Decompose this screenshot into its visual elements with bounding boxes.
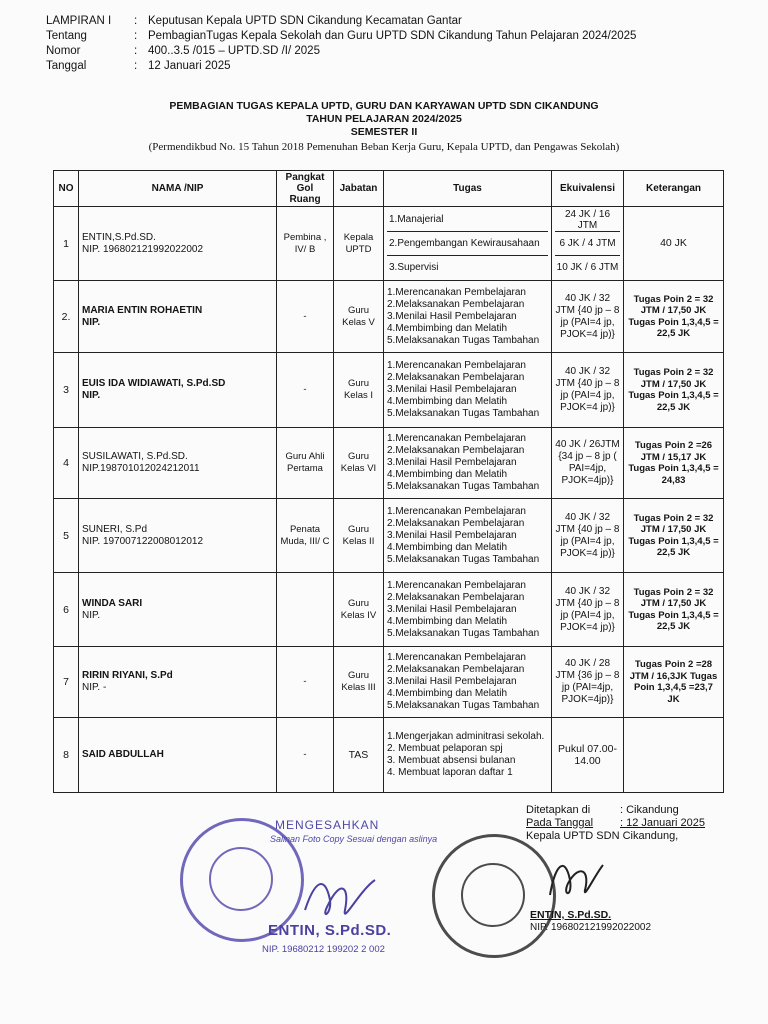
table-row: 1 ENTIN,S.Pd.SD. NIP. 196802121992022002 Pembina , IV/ B Kepala UPTD 1.Manajerial 2.Pengembangan Kewirausahaan 3.Supervisi 24 JK / 16 JTM 6 JK / 4 JTM 10 JK / 6 JTM 40 JK bbox=[54, 207, 724, 281]
table-row: 6 WINDA SARI NIP. Guru Kelas IV 1.Merencanakan Pembelajaran 2.Melaksanakan Pembelajaran 3.Menilai Hasil Pembelajaran 4.Membimbing dan Melatih 5.Melaksanakan Tugas Tambahan 40 JK / 32 JTM {40 jp – 8 jp (PAI=4 jp, PJOK=4 jp)} Tugas Poin 2 = 32 JTM / 17,50 JK Tugas Poin 1,3,4,5 = 22,5 JK bbox=[54, 573, 724, 647]
title-line-3: SEMESTER II bbox=[350, 126, 418, 138]
header-nama: NAMA /NIP bbox=[79, 171, 277, 207]
table-row: 7 RIRIN RIYANI, S.Pd NIP. - - Guru Kelas III 1.Merencanakan Pembelajaran 2.Melaksanakan Pembelajaran 3.Menilai Hasil Pembelajaran 4.Membimbing dan Melatih 5.Melaksanakan Tugas Tambahan 40 JK / 28 JTM {36 jp – 8 jp (PAI=4jp, PJOK=4jp)} Tugas Poin 2 =28 JTM / 16,3JK Tugas Poin 1,3,4,5 =23,7 JK bbox=[54, 647, 724, 718]
signature-block: Ditetapkan di : Cikandung Pada Tanggal : 12 Januari 2025 Kepala UPTD SDN Cikandung, bbox=[526, 804, 706, 842]
signatory-name: ENTIN, S.Pd.SD. bbox=[530, 909, 612, 921]
header-pangkat: Pangkat Gol Ruang bbox=[277, 171, 334, 207]
header-ekuivalensi: Ekuivalensi bbox=[552, 171, 624, 207]
table-row: 4 SUSILAWATI, S.Pd.SD. NIP.198701012024212011 Guru Ahli Pertama Guru Kelas VI 1.Merencanakan Pembelajaran 2.Melaksanakan Pembelajaran 3.Menilai Hasil Pembelajaran 4.Membimbing dan Melatih 5.Melaksanakan Tugas Tambahan 40 JK / 26JTM {34 jp – 8 jp ( PAI=4jp, PJOK=4jp)} Tugas Poin 2 =26 JTM / 15,17 JK Tugas Poin 1,3,4,5 = 24,83 bbox=[54, 428, 724, 499]
table-header-row bbox=[54, 171, 724, 207]
header-row-nomor: Nomor : 400..3.5 /015 – UPTD.SD /I/ 2025 bbox=[46, 45, 320, 57]
header-tugas: Tugas bbox=[384, 171, 552, 207]
header-jabatan: Jabatan bbox=[334, 171, 384, 207]
title-line-1: PEMBAGIAN TUGAS KEPALA UPTD, GURU DAN KARYAWAN UPTD SDN CIKANDUNG bbox=[169, 100, 599, 112]
header-no: NO bbox=[54, 171, 79, 207]
header-row-tentang: Tentang : PembagianTugas Kepala Sekolah dan Guru UPTD SDN Cikandung Tahun Pelajaran 2024/2025 bbox=[46, 30, 637, 42]
salinan-label: Salinan Foto Copy Sesuai dengan aslinya bbox=[270, 834, 438, 844]
title-line-2: TAHUN PELAJARAN 2024/2025 bbox=[306, 113, 462, 125]
table-row: 8 SAID ABDULLAH - TAS 1.Mengerjakan adminitrasi sekolah. 2. Membuat pelaporan spj 3. Membuat absensi bulanan 4. Membuat laporan daftar 1 Pukul 07.00-14.00 bbox=[54, 718, 724, 793]
signatory-title: Kepala UPTD SDN Cikandung, bbox=[526, 830, 679, 842]
signatory-nip: NIP. 196802121992022002 bbox=[530, 922, 652, 933]
document-title bbox=[0, 100, 768, 154]
header-block bbox=[46, 14, 636, 74]
title-line-4: (Permendikbud No. 15 Tahun 2018 Pemenuhan Beban Kerja Guru, Kepala UPTD, dan Pengawas Sekolah) bbox=[148, 141, 620, 153]
header-row-lampiran: LAMPIRAN I : Keputusan Kepala UPTD SDN Cikandung Kecamatan Gantar bbox=[46, 15, 462, 27]
official-seal-stamp-right bbox=[432, 834, 556, 958]
stamp-signatory-name: ENTIN, S.Pd.SD. bbox=[268, 922, 392, 939]
header-row-tanggal: Tanggal : 12 Januari 2025 bbox=[46, 60, 231, 72]
table-row: 2. MARIA ENTIN ROHAETIN NIP. - Guru Kelas V 1.Merencanakan Pembelajaran 2.Melaksanakan Pembelajaran 3.Menilai Hasil Pembelajaran 4.Membimbing dan Melatih 5.Melaksanakan Tugas Tambahan 40 JK / 32 JTM {40 jp – 8 jp (PAI=4 jp, PJOK=4 jp)} Tugas Poin 2 = 32 JTM / 17,50 JK Tugas Poin 1,3,4,5 = 22,5 JK bbox=[54, 281, 724, 353]
assignment-table bbox=[53, 170, 724, 793]
stamp-signatory-nip: NIP. 19680212 199202 2 002 bbox=[262, 944, 385, 955]
signature-right bbox=[545, 850, 605, 910]
table-row: 5 SUNERI, S.Pd NIP. 197007122008012012 Penata Muda, III/ C Guru Kelas II 1.Merencanakan Pembelajaran 2.Melaksanakan Pembelajaran 3.Menilai Hasil Pembelajaran 4.Membimbing dan Melatih 5.Melaksanakan Tugas Tambahan 40 JK / 32 JTM {40 jp – 8 jp (PAI=4 jp, PJOK=4 jp)} Tugas Poin 2 = 32 JTM / 17,50 JK Tugas Poin 1,3,4,5 = 22,5 JK bbox=[54, 499, 724, 573]
signature-left bbox=[300, 870, 380, 930]
table-row: 3 EUIS IDA WIDIAWATI, S.Pd.SD NIP. - Guru Kelas I 1.Merencanakan Pembelajaran 2.Melaksanakan Pembelajaran 3.Menilai Hasil Pembelajaran 4.Membimbing dan Melatih 5.Melaksanakan Tugas Tambahan 40 JK / 32 JTM {40 jp – 8 jp (PAI=4 jp, PJOK=4 jp)} Tugas Poin 2 = 32 JTM / 17,50 JK Tugas Poin 1,3,4,5 = 22,5 JK bbox=[54, 353, 724, 428]
header-keterangan: Keterangan bbox=[624, 171, 724, 207]
mengesahkan-label: MENGESAHKAN bbox=[275, 818, 380, 832]
